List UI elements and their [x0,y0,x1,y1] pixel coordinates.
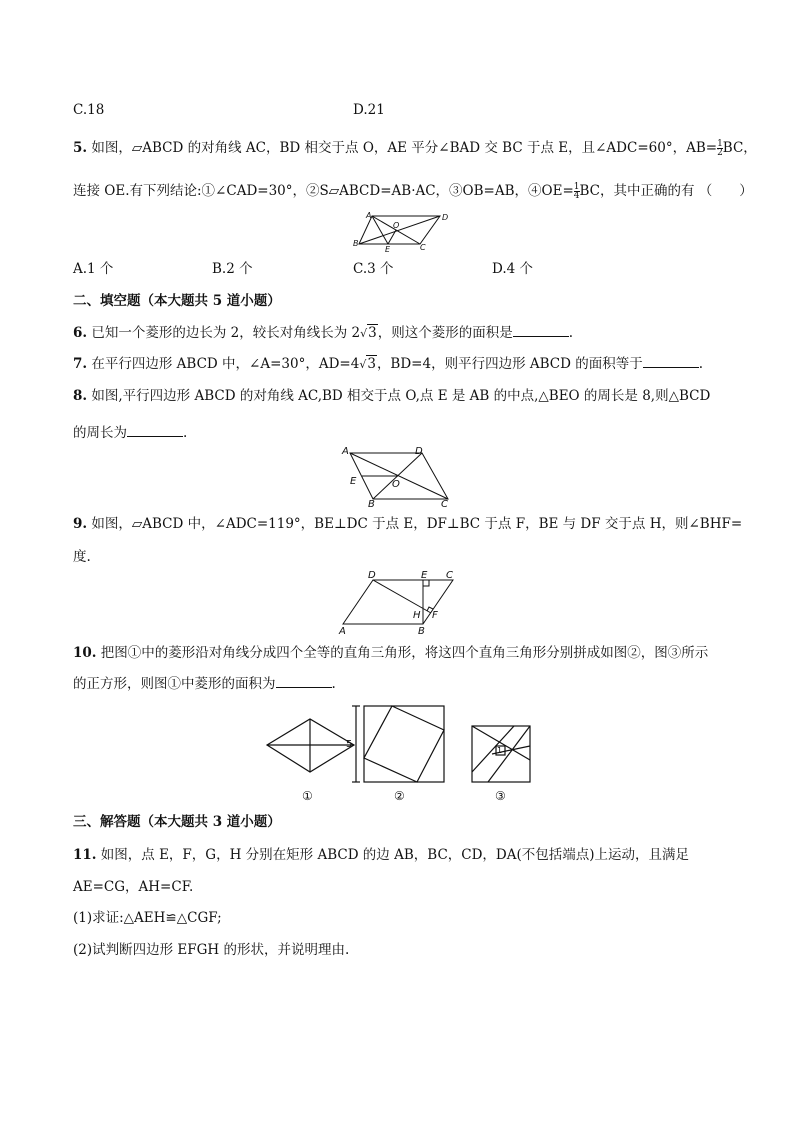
label-a: A [342,446,349,457]
q5-line1 [73,139,757,157]
label-f: F [432,610,438,621]
q5-option-b: B.2 个 [212,261,253,277]
sqrt-radicand: 3 [368,325,377,341]
q11-part2: (2)试判断四边形 EFGH 的形状，并说明理由. [73,942,350,958]
diagonal-bd [359,216,440,244]
option-d: D.21 [353,102,385,118]
q7-line [73,355,703,374]
label-b: B [353,239,359,248]
label-d: D [415,446,423,457]
q5-text-tail: BC， [722,140,757,156]
q9-line2: 度. [73,549,91,565]
label-d: D [368,570,376,581]
q10-text2: 的正方形，则图①中菱形的面积为 [73,676,276,692]
q8-number: 8. [73,388,88,404]
q11-part1: (1)求证:△AEH≌△CGF; [73,910,222,926]
fraction-denominator: 4 [573,191,580,201]
label-c: C [446,570,453,581]
section-3-heading: 三、解答题（本大题共 3 道小题） [73,814,281,830]
label-a: A [339,626,346,636]
q8-text2: 的周长为 [73,425,127,441]
side-length-label: 5 [346,739,353,750]
q5-line2 [73,182,753,200]
segment-df [373,580,431,613]
q7-number: 7. [73,356,88,372]
q5-option-d: D.4 个 [492,261,534,277]
section-2-heading: 二、填空题（本大题共 5 道小题） [73,293,281,309]
caption-3: ③ [495,789,506,803]
q11-line2: AE=CG，AH=CF. [73,879,194,895]
q8-line2 [73,424,187,442]
sqrt-radicand: 3 [367,356,376,372]
big-square [364,706,444,782]
q11-line1 [73,846,689,864]
caption-1: ① [302,789,313,803]
q5-option-c: C.3 个 [353,261,394,277]
fraction-numerator: 1 [573,182,580,192]
q8-answer-blank[interactable] [127,424,183,437]
q7-text-a: 在平行四边形 ABCD 中，∠A=30°，AD=4 [87,356,360,372]
fraction-denominator: 2 [717,148,723,158]
label-b: B [368,499,375,508]
q6-number: 6. [73,325,88,341]
q10-text: 把图①中的菱形沿对角线分成四个全等的直角三角形，将这四个直角三角形分别拼成如图②，图③所示 [96,645,709,661]
q6-line [73,324,573,343]
label-o: O [392,479,400,490]
label-b: B [418,626,425,636]
q6-answer-blank[interactable] [513,324,569,337]
label-c: C [420,243,426,252]
q10-line1 [73,644,708,662]
q5-option-a: A.1 个 [73,261,114,277]
label-e: E [421,570,428,581]
q5-text2a: 连接 OE.有下列结论:①∠CAD=30°，②S▱ABCD=AB·AC，③OB=AB，④OE= [73,183,574,199]
small-side-label: 1 [497,746,503,755]
q10-number: 10. [73,645,97,661]
q11-text: 如图，点 E，F，G，H 分别在矩形 ABCD 的边 AB，BC，CD，DA(不包括端点)上运动，且满足 [96,847,690,863]
q9-number: 9. [73,516,88,532]
label-d: D [442,213,449,222]
label-a: A [366,211,372,220]
sqrt-sign: √ [360,327,368,340]
q7-answer-blank[interactable] [643,355,699,368]
q9-figure [335,568,460,636]
q10-line2 [73,675,336,693]
q9-text: 如图，▱ABCD 中，∠ADC=119°，BE⊥DC 于点 E，DF⊥BC 于点 F，BE 与 DF 交于点 H，则∠BHF= [87,516,743,532]
q10-end: . [331,676,336,692]
q7-end: . [698,356,704,372]
label-h: H [413,610,421,621]
label-c: C [441,499,448,508]
q8-text: 如图,平行四边形 ABCD 的对角线 AC,BD 相交于点 O,点 E 是 AB 的中点,△BEO 的周长是 8,则△BCD [87,388,711,404]
q7-text-b: ，BD=4，则平行四边形 ABCD 的面积等于 [376,356,643,372]
q10-answer-blank[interactable] [276,675,332,688]
q6-text-b: ，则这个菱形的面积是 [377,325,513,341]
q6-end: . [568,325,574,341]
q5-text2b: BC，其中正确的有 （ ） [579,183,753,199]
q6-text-a: 已知一个菱形的边长为 2，较长对角线长为 2 [87,325,361,341]
q5-figure [350,210,450,252]
label-o: O [393,221,400,230]
fraction-numerator: 1 [717,139,723,149]
sqrt-sign: √ [359,358,367,371]
option-c: C.18 [73,102,105,118]
q5-text: 如图，▱ABCD 的对角线 AC，BD 相交于点 O，AE 平分∠BAD 交 BC 于点 E，且∠ADC=60°，AB= [87,140,718,156]
q8-line1 [73,387,710,405]
q8-end: . [183,425,188,441]
tilted-square [364,706,444,782]
q8-figure [338,442,463,508]
square3-line-3 [472,726,514,772]
label-e: E [350,476,357,487]
q5-number: 5. [73,140,88,156]
label-e: E [385,245,391,252]
q10-figures [262,702,552,804]
q11-number: 11. [73,847,97,863]
q9-line1 [73,515,742,533]
caption-2: ② [394,789,405,803]
